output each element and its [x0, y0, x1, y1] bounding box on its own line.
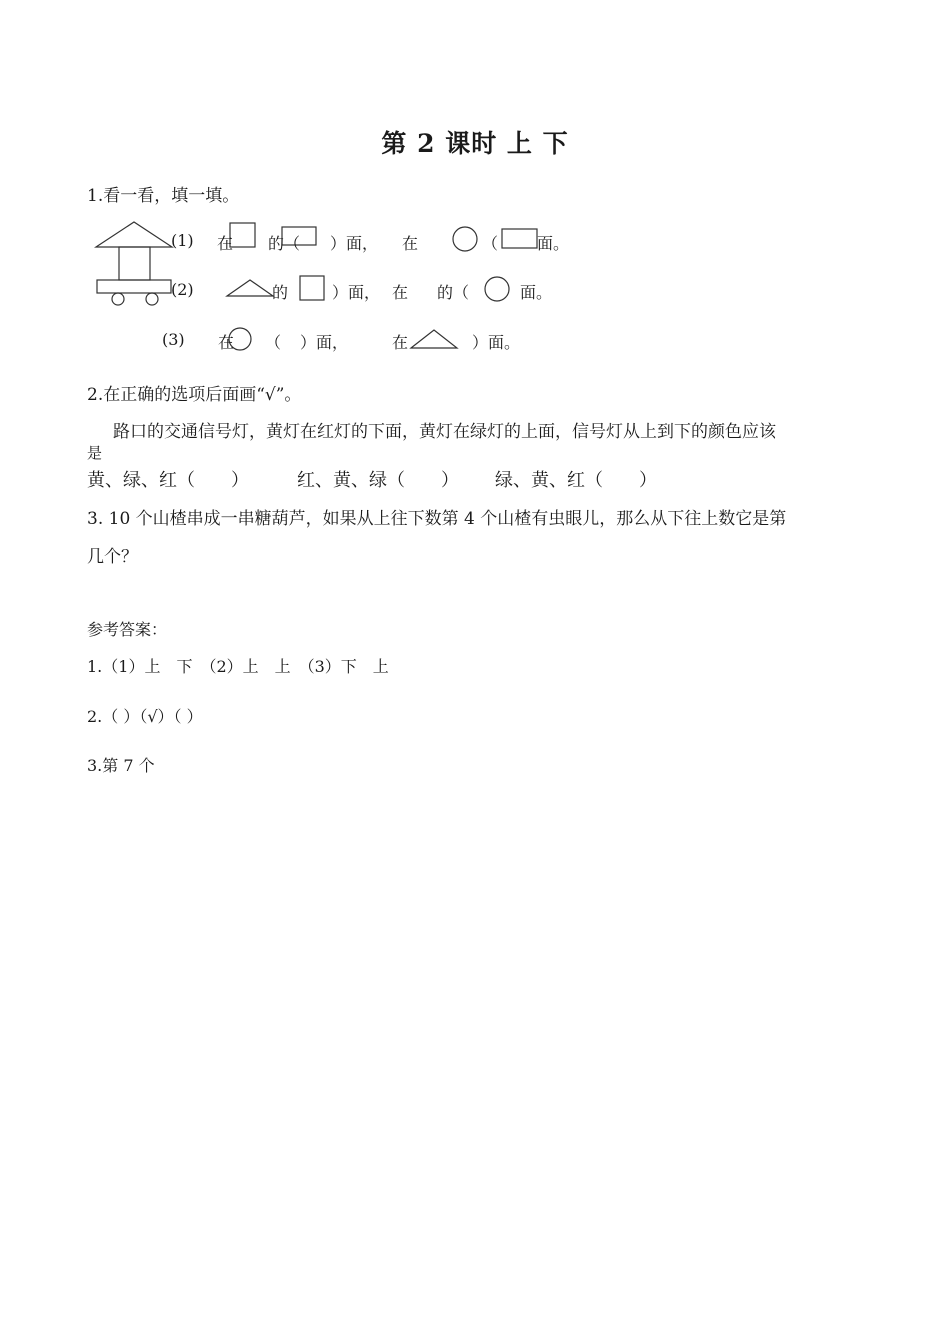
cart-body-square: [119, 247, 150, 280]
r1-num: (1): [171, 231, 194, 250]
r3-text-b: （: [265, 333, 282, 352]
r2-text-e: 面。: [520, 283, 553, 302]
r3-triangle: [411, 330, 457, 348]
r2-text-d: 的（: [437, 283, 470, 302]
r2-num: (2): [171, 280, 194, 299]
q2-option-2: 红、黄、绿（ ）: [297, 470, 459, 491]
q2-option-3: 绿、黄、红（ ）: [495, 470, 657, 491]
answer-3: 3.第 7 个: [87, 756, 155, 775]
cart-base-rect: [97, 280, 171, 293]
cart-wheel-left: [112, 293, 124, 305]
r3-text-a: 在: [218, 333, 235, 352]
r2-square: [300, 276, 324, 300]
cart-figure: [96, 222, 172, 305]
cart-roof-triangle: [96, 222, 172, 247]
q1-heading: 1.看一看，填一填。: [87, 186, 240, 206]
q2-option-1: 黄、绿、红（ ）: [87, 470, 249, 491]
r3-text-c: ）面，: [300, 333, 349, 352]
r2-triangle: [227, 280, 273, 296]
r3-num: (3): [162, 330, 185, 349]
cart-wheel-right: [146, 293, 158, 305]
page-title: 第 2 课时 上 下: [381, 129, 569, 158]
r1-text-d: 在: [402, 234, 419, 253]
r1-text-c: ）面，: [330, 234, 379, 253]
q3-line1: 3. 10 个山楂串成一串糖葫芦，如果从上往下数第 4 个山楂有虫眼儿，那么从下往上数它是第: [87, 509, 787, 529]
r1-circle: [453, 227, 477, 251]
q2-heading: 2.在正确的选项后面画“√”。: [87, 385, 302, 405]
r2-text-c: 在: [392, 283, 409, 302]
answer-2: 2.（ ）（√）（ ）: [87, 707, 203, 726]
q3-line2: 几个？: [87, 547, 138, 567]
r1-text-a: 在: [217, 234, 234, 253]
r1-text-e: （: [482, 234, 499, 253]
r3-text-d: 在: [392, 333, 409, 352]
r2-circle: [485, 277, 509, 301]
r2-text-a: 的: [272, 283, 289, 302]
r2-text-b: ）面，: [332, 283, 381, 302]
answer-1: 1.（1）上 下 （2）上 上 （3）下 上: [87, 657, 389, 676]
answers-heading: 参考答案：: [87, 620, 168, 639]
q2-stem-line1: 路口的交通信号灯，黄灯在红灯的下面，黄灯在绿灯的上面，信号灯从上到下的颜色应该: [113, 422, 776, 442]
r3-text-e: ）面。: [472, 333, 521, 352]
r1-square: [230, 223, 255, 247]
r1-rect-2: [502, 229, 537, 248]
r1-text-f: 面。: [537, 234, 570, 253]
r1-text-b: 的（: [268, 234, 301, 253]
q2-stem-line2: 是: [87, 444, 103, 462]
